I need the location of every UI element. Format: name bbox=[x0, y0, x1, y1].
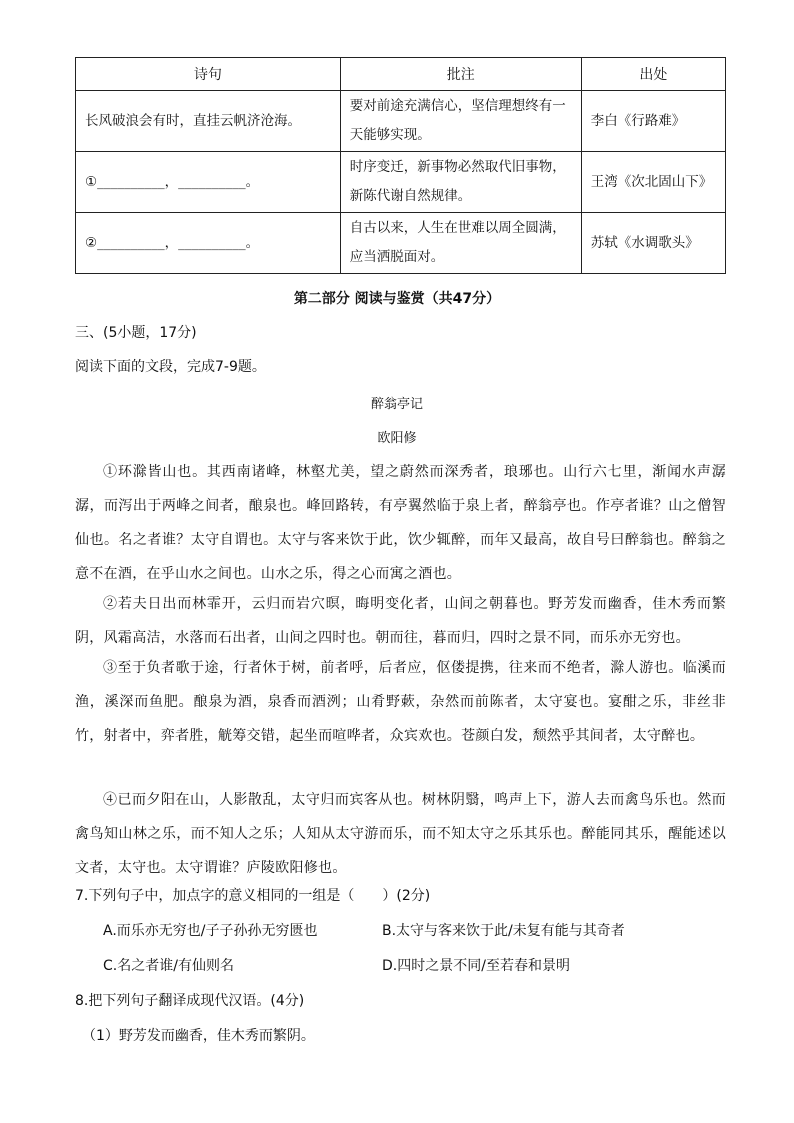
note-cell: 要对前途充满信心，坚信理想终有一天能够实现。 bbox=[340, 91, 581, 152]
header-verse: 诗句 bbox=[76, 58, 341, 91]
q7-option-c[interactable]: C.名之者谁/有仙则名 bbox=[103, 958, 234, 974]
source-cell: 李白《行路难》 bbox=[581, 91, 725, 152]
table-row bbox=[76, 152, 726, 213]
q7-option-a[interactable]: A.而乐亦无穷也/子子孙孙无穷匮也 bbox=[103, 923, 318, 939]
header-note: 批注 bbox=[340, 58, 581, 91]
q7-option-b[interactable]: B.太守与客来饮于此/未复有能与其奇者 bbox=[382, 923, 625, 939]
verse-blank-cell[interactable]: ②__________，__________。 bbox=[76, 213, 341, 274]
table-row bbox=[76, 213, 726, 274]
header-source: 出处 bbox=[581, 58, 725, 91]
q8-item-1: （1）野芳发而幽香，佳木秀而繁阴。 bbox=[82, 1028, 315, 1044]
source-cell: 王湾《次北固山下》 bbox=[581, 152, 725, 213]
note-cell: 时序变迁，新事物必然取代旧事物，新陈代谢自然规律。 bbox=[340, 152, 581, 213]
article-paragraph-4: ④已而夕阳在山，人影散乱，太守归而宾客从也。树林阴翳，鸣声上下，游人去而禽鸟乐也。然而禽鸟知山林之乐，而不知人之乐；人知从太守游而乐，而不知太守之乐其乐也。醉能同其乐，醒能述以文者，太守也。太守谓谁？庐陵欧阳修也。 bbox=[75, 792, 726, 876]
verse-cell: 长风破浪会有时，直挂云帆济沧海。 bbox=[76, 91, 341, 152]
article-author: 欧阳修 bbox=[377, 431, 417, 446]
source-cell: 苏轼《水调歌头》 bbox=[581, 213, 725, 274]
article-paragraph-3: ③至于负者歌于途，行者休于树，前者呼，后者应，伛偻提携，往来而不绝者，滁人游也。临溪而渔，溪深而鱼肥。酿泉为酒，泉香而酒洌；山肴野蔌，杂然而前陈者，太守宴也。宴酣之乐，非丝非竹，射者中，弈者胜，觥筹交错，起坐而喧哗者，众宾欢也。苍颜白发，颓然乎其间者，太守醉也。 bbox=[75, 660, 726, 744]
question-8-stem: 8.把下列句子翻译成现代汉语。(4分) bbox=[75, 993, 305, 1009]
article-paragraph-2: ②若夫日出而林霏开，云归而岩穴暝，晦明变化者，山间之朝暮也。野芳发而幽香，佳木秀而繁阴，风霜高洁，水落而石出者，山间之四时也。朝而往，暮而归，四时之景不同，而乐亦无穷也。 bbox=[75, 596, 726, 646]
section-heading: 三、(5小题，17分) bbox=[75, 325, 197, 341]
verse-blank-cell[interactable]: ①__________，__________。 bbox=[76, 152, 341, 213]
note-cell: 自古以来，人生在世难以周全圆满，应当洒脱面对。 bbox=[340, 213, 581, 274]
part-title: 第二部分 阅读与鉴赏（共47分） bbox=[293, 291, 501, 307]
q7-option-d[interactable]: D.四时之景不同/至若春和景明 bbox=[382, 958, 570, 974]
question-7-stem: 7.下列句子中，加点字的意义相同的一组是（ ）(2分) bbox=[75, 888, 431, 904]
table-header-row bbox=[76, 58, 726, 91]
instruction: 阅读下面的文段，完成7-9题。 bbox=[75, 359, 266, 375]
article-title: 醉翁亭记 bbox=[370, 397, 423, 412]
poem-table bbox=[75, 57, 726, 274]
table-row bbox=[76, 91, 726, 152]
article-paragraph-1: ①环滁皆山也。其西南诸峰，林壑尤美，望之蔚然而深秀者，琅琊也。山行六七里，渐闻水声潺潺，而泻出于两峰之间者，酿泉也。峰回路转，有亭翼然临于泉上者，醉翁亭也。作亭者谁？山之僧智仙也。名之者谁？太守自谓也。太守与客来饮于此，饮少辄醉，而年又最高，故自号曰醉翁也。醉翁之意不在酒，在乎山水之间也。山水之乐，得之心而寓之酒也。 bbox=[75, 464, 726, 582]
